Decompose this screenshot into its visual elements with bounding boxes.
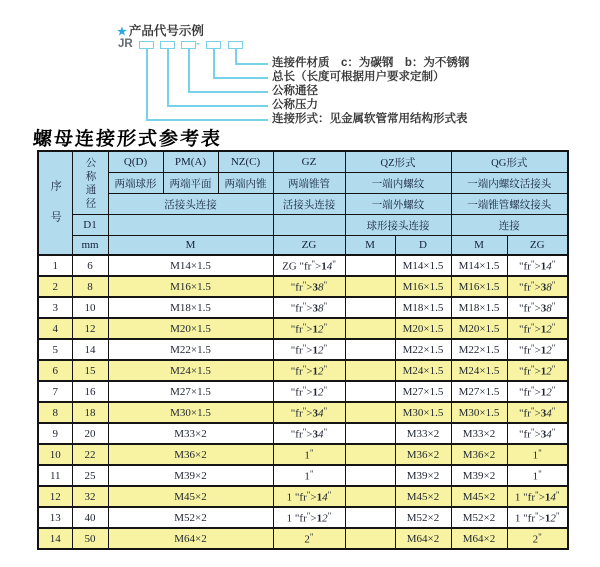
cell-m-thread: M24×1.5 bbox=[108, 360, 273, 381]
cell-qg-m: M16×1.5 bbox=[451, 276, 507, 297]
cell-m-thread: M52×2 bbox=[108, 507, 273, 528]
leader-line bbox=[167, 105, 268, 107]
table-row bbox=[38, 381, 568, 402]
code-box-1 bbox=[139, 41, 154, 49]
diagram-title bbox=[117, 21, 204, 39]
cell-qg-zg: "fr">38" bbox=[507, 276, 568, 297]
header-cell-d1: D1 bbox=[72, 215, 108, 236]
table-row bbox=[38, 486, 568, 507]
code-box-2 bbox=[160, 41, 175, 49]
cell-m-thread: M20×1.5 bbox=[108, 318, 273, 339]
cell-qg-zg: "fr">14" bbox=[507, 255, 568, 276]
cell-qz-m bbox=[345, 528, 395, 549]
header-cell-dn bbox=[72, 151, 108, 215]
cell-qg-m: M64×2 bbox=[451, 528, 507, 549]
leader-line bbox=[213, 49, 215, 78]
cell-zg: "fr">12" bbox=[273, 360, 345, 381]
cell-qz-d: M30×1.5 bbox=[395, 402, 451, 423]
diagram-label-diameter: 公称通径 bbox=[272, 85, 318, 97]
cell-zg: "fr">34" bbox=[273, 402, 345, 423]
cell-qz-d: M33×2 bbox=[395, 423, 451, 444]
cell-qg-m: M33×2 bbox=[451, 423, 507, 444]
cell-qz-m bbox=[345, 465, 395, 486]
header-cell-unit-m2: M bbox=[345, 236, 395, 256]
diagram-label-pressure: 公称压力 bbox=[272, 99, 318, 111]
cell-qg-zg: 1" bbox=[507, 465, 568, 486]
code-box-3 bbox=[181, 41, 196, 49]
cell-serial: 13 bbox=[38, 507, 72, 528]
cell-zg: "fr">12" bbox=[273, 318, 345, 339]
cell-qz-m bbox=[345, 276, 395, 297]
table-row bbox=[38, 465, 568, 486]
diagram-label-conn-form: 连接形式：见金属软管常用结构形式表 bbox=[272, 113, 468, 125]
cell-qz-d: M27×1.5 bbox=[395, 381, 451, 402]
cell-qg-m: M45×2 bbox=[451, 486, 507, 507]
cell-dn: 6 bbox=[72, 255, 108, 276]
header-cell-desc: 两端锥管 bbox=[273, 173, 345, 194]
leader-line bbox=[235, 63, 268, 65]
cell-m-thread: M14×1.5 bbox=[108, 255, 273, 276]
cell-dn: 18 bbox=[72, 402, 108, 423]
cell-qg-zg: "fr">34" bbox=[507, 402, 568, 423]
cell-m-thread: M39×2 bbox=[108, 465, 273, 486]
cell-serial: 4 bbox=[38, 318, 72, 339]
cell-serial: 8 bbox=[38, 402, 72, 423]
header-cell-mm: mm bbox=[72, 236, 108, 256]
cell-qz-m bbox=[345, 255, 395, 276]
cell-m-thread: M18×1.5 bbox=[108, 297, 273, 318]
cell-qg-m: M39×2 bbox=[451, 465, 507, 486]
cell-m-thread: M36×2 bbox=[108, 444, 273, 465]
cell-qz-m bbox=[345, 402, 395, 423]
cell-qg-m: M52×2 bbox=[451, 507, 507, 528]
cell-qg-zg: "fr">12" bbox=[507, 360, 568, 381]
product-prefix: JR bbox=[118, 38, 133, 50]
header-cell-unit-d: D bbox=[395, 236, 451, 256]
cell-zg: ZG "fr">14" bbox=[273, 255, 345, 276]
header-cell-form-nzc: NZ(C) bbox=[218, 151, 273, 173]
header-cell-form-gz: GZ bbox=[273, 151, 345, 173]
cell-zg: "fr">38" bbox=[273, 276, 345, 297]
cell-dn: 22 bbox=[72, 444, 108, 465]
cell-zg: 1" bbox=[273, 465, 345, 486]
cell-serial: 7 bbox=[38, 381, 72, 402]
cell-serial: 6 bbox=[38, 360, 72, 381]
cell-dn: 40 bbox=[72, 507, 108, 528]
nut-connection-table bbox=[37, 150, 569, 550]
cell-qg-zg: "fr">34" bbox=[507, 423, 568, 444]
cell-qg-zg: "fr">38" bbox=[507, 297, 568, 318]
header-cell-desc: 一端外螺纹 bbox=[345, 194, 451, 215]
leader-line bbox=[146, 119, 268, 121]
cell-qz-d: M39×2 bbox=[395, 465, 451, 486]
cell-qz-m bbox=[345, 381, 395, 402]
cell-serial: 1 bbox=[38, 255, 72, 276]
cell-serial: 11 bbox=[38, 465, 72, 486]
cell-serial: 9 bbox=[38, 423, 72, 444]
cell-dn: 16 bbox=[72, 381, 108, 402]
cell-m-thread: M64×2 bbox=[108, 528, 273, 549]
diagram-label-length: 总长（长度可根据用户要求定制） bbox=[272, 71, 445, 83]
header-cell-desc: 球形接头连接 bbox=[345, 215, 451, 236]
table-body bbox=[38, 255, 568, 549]
cell-qg-m: M36×2 bbox=[451, 444, 507, 465]
leader-line bbox=[213, 77, 268, 79]
cell-serial: 3 bbox=[38, 297, 72, 318]
cell-dn: 10 bbox=[72, 297, 108, 318]
header-cell-unit-zg: ZG bbox=[273, 236, 345, 256]
cell-qg-m: M22×1.5 bbox=[451, 339, 507, 360]
header-cell-serial bbox=[38, 151, 72, 255]
cell-zg: 1 "fr">14" bbox=[273, 486, 345, 507]
table-row bbox=[38, 339, 568, 360]
cell-qz-m bbox=[345, 507, 395, 528]
cell-serial: 12 bbox=[38, 486, 72, 507]
cell-zg: 1 "fr">12" bbox=[273, 507, 345, 528]
cell-qg-zg: 1 "fr">12" bbox=[507, 507, 568, 528]
table-row bbox=[38, 444, 568, 465]
cell-m-thread: M22×1.5 bbox=[108, 339, 273, 360]
table-row bbox=[38, 255, 568, 276]
star-icon: ★ bbox=[117, 26, 127, 38]
header-cell-desc: 连接 bbox=[451, 215, 568, 236]
dn-vertical-label: 公称通径 bbox=[84, 156, 96, 211]
cell-m-thread: M30×1.5 bbox=[108, 402, 273, 423]
cell-m-thread: M45×2 bbox=[108, 486, 273, 507]
cell-qg-m: M20×1.5 bbox=[451, 318, 507, 339]
header-cell-desc: 两端平面 bbox=[163, 173, 218, 194]
cell-serial: 5 bbox=[38, 339, 72, 360]
cell-dn: 25 bbox=[72, 465, 108, 486]
cell-qz-m bbox=[345, 444, 395, 465]
leader-line bbox=[188, 49, 190, 92]
code-box-5 bbox=[228, 41, 243, 49]
header-cell-form-qz: QZ形式 bbox=[345, 151, 451, 173]
cell-qz-d: M64×2 bbox=[395, 528, 451, 549]
table-row bbox=[38, 297, 568, 318]
cell-zg: 2" bbox=[273, 528, 345, 549]
header-cell-form-qg: QG形式 bbox=[451, 151, 568, 173]
leader-line bbox=[188, 91, 268, 93]
header-cell-unit-zg2: ZG bbox=[507, 236, 568, 256]
cell-m-thread: M27×1.5 bbox=[108, 381, 273, 402]
cell-qg-zg: "fr">12" bbox=[507, 339, 568, 360]
leader-line bbox=[146, 49, 148, 120]
cell-serial: 14 bbox=[38, 528, 72, 549]
cell-qg-zg: "fr">12" bbox=[507, 318, 568, 339]
header-cell-unit-m: M bbox=[108, 236, 273, 256]
cell-dn: 32 bbox=[72, 486, 108, 507]
cell-qz-d: M22×1.5 bbox=[395, 339, 451, 360]
cell-qg-zg: "fr">12" bbox=[507, 381, 568, 402]
cell-qz-d: M18×1.5 bbox=[395, 297, 451, 318]
cell-qz-d: M36×2 bbox=[395, 444, 451, 465]
cell-qg-m: M14×1.5 bbox=[451, 255, 507, 276]
serial-vertical-label: 序号 bbox=[49, 179, 62, 242]
header-cell-desc: 一端锥管螺纹接头 bbox=[451, 194, 568, 215]
header-cell-desc: 活接头连接 bbox=[108, 194, 273, 215]
cell-zg: "fr">34" bbox=[273, 423, 345, 444]
cell-qz-d: M20×1.5 bbox=[395, 318, 451, 339]
cell-qz-d: M24×1.5 bbox=[395, 360, 451, 381]
cell-qz-d: M16×1.5 bbox=[395, 276, 451, 297]
cell-dn: 12 bbox=[72, 318, 108, 339]
cell-serial: 10 bbox=[38, 444, 72, 465]
cell-zg: "fr">12" bbox=[273, 339, 345, 360]
header-cell-unit-m3: M bbox=[451, 236, 507, 256]
table-row bbox=[38, 276, 568, 297]
cell-qz-m bbox=[345, 360, 395, 381]
header-cell-desc: 两端内锥 bbox=[218, 173, 273, 194]
cell-dn: 15 bbox=[72, 360, 108, 381]
table-row bbox=[38, 423, 568, 444]
cell-qz-m bbox=[345, 297, 395, 318]
cell-qz-m bbox=[345, 339, 395, 360]
table-row bbox=[38, 528, 568, 549]
cell-qz-m bbox=[345, 486, 395, 507]
header-cell-desc: 两端球形 bbox=[108, 173, 163, 194]
header-cell-empty bbox=[108, 215, 273, 236]
cell-dn: 8 bbox=[72, 276, 108, 297]
header-cell-desc: 活接头连接 bbox=[273, 194, 345, 215]
cell-qz-d: M14×1.5 bbox=[395, 255, 451, 276]
cell-qg-m: M18×1.5 bbox=[451, 297, 507, 318]
table-row bbox=[38, 360, 568, 381]
cell-zg: "fr">12" bbox=[273, 381, 345, 402]
header-cell-empty bbox=[273, 215, 345, 236]
cell-qz-m bbox=[345, 318, 395, 339]
cell-qg-m: M24×1.5 bbox=[451, 360, 507, 381]
leader-line bbox=[167, 49, 169, 106]
cell-dn: 20 bbox=[72, 423, 108, 444]
cell-zg: 1" bbox=[273, 444, 345, 465]
header-cell-form-pma: PM(A) bbox=[163, 151, 218, 173]
header-cell-form-qd: Q(D) bbox=[108, 151, 163, 173]
cell-qg-zg: 2" bbox=[507, 528, 568, 549]
cell-m-thread: M16×1.5 bbox=[108, 276, 273, 297]
cell-dn: 14 bbox=[72, 339, 108, 360]
cell-qz-m bbox=[345, 423, 395, 444]
code-box-4 bbox=[206, 41, 221, 49]
code-dash: - bbox=[196, 36, 200, 50]
leader-line bbox=[235, 49, 237, 64]
header-cell-desc: 一端内螺纹 bbox=[345, 173, 451, 194]
table-row bbox=[38, 318, 568, 339]
diagram-title-text: 产品代号示例 bbox=[128, 24, 204, 38]
cell-m-thread: M33×2 bbox=[108, 423, 273, 444]
table-row bbox=[38, 507, 568, 528]
cell-qz-d: M52×2 bbox=[395, 507, 451, 528]
cell-qg-zg: 1" bbox=[507, 444, 568, 465]
cell-serial: 2 bbox=[38, 276, 72, 297]
diagram-label-material: 连接件材质 c：为碳钢 b：为不锈钢 bbox=[272, 57, 470, 69]
cell-zg: "fr">38" bbox=[273, 297, 345, 318]
cell-qz-d: M45×2 bbox=[395, 486, 451, 507]
table-title: 螺母连接形式参考表 bbox=[32, 129, 223, 150]
table-row bbox=[38, 402, 568, 423]
cell-qg-zg: 1 "fr">14" bbox=[507, 486, 568, 507]
cell-dn: 50 bbox=[72, 528, 108, 549]
header-cell-desc: 一端内螺纹活接头 bbox=[451, 173, 568, 194]
cell-qg-m: M27×1.5 bbox=[451, 381, 507, 402]
cell-qg-m: M30×1.5 bbox=[451, 402, 507, 423]
